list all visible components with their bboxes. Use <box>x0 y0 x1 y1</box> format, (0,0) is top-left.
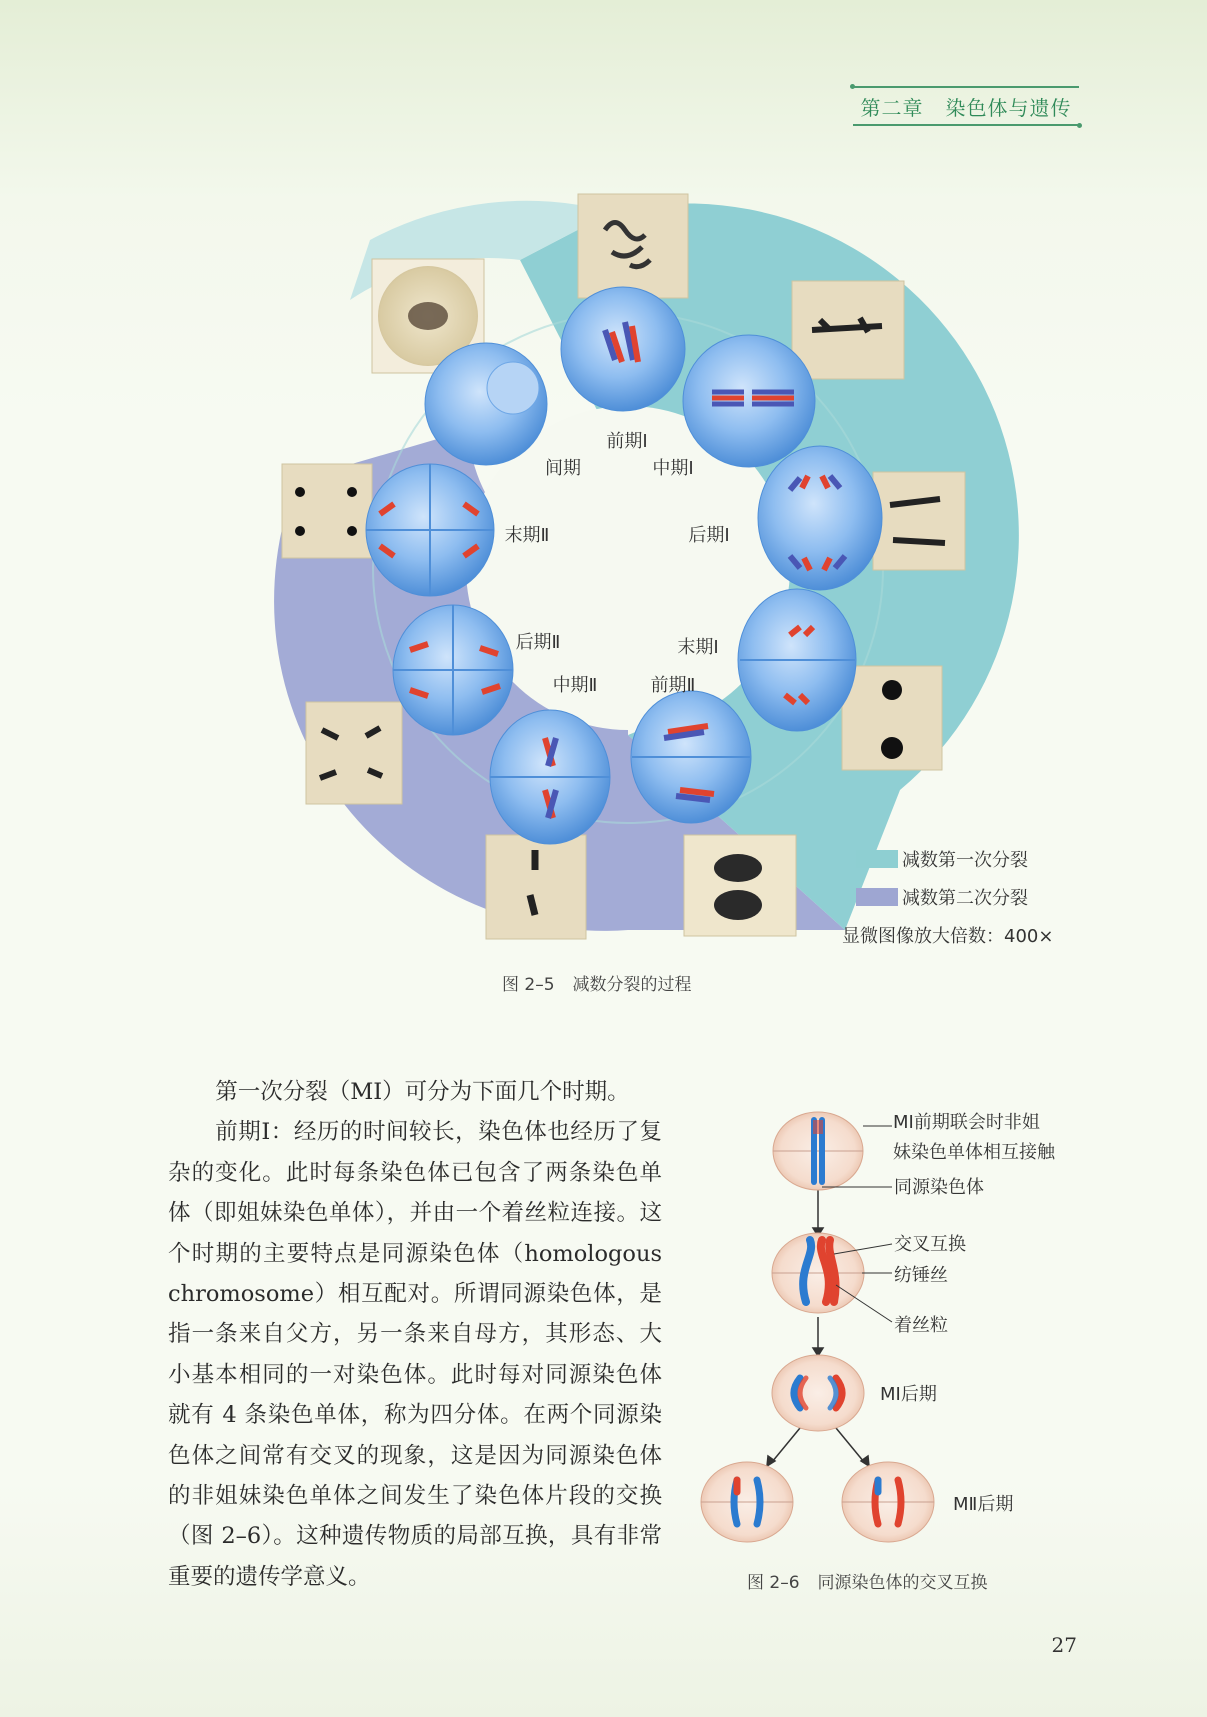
crossover-labels <box>880 1112 1056 1515</box>
legend-first-division: 减数第一次分裂 <box>902 850 1028 871</box>
cell-metaphase2 <box>490 710 610 844</box>
label-homologous: 同源染色体 <box>894 1177 984 1198</box>
micrograph-prophase1 <box>578 194 688 298</box>
micrograph-prophase2 <box>684 835 796 936</box>
cell-telophase2 <box>366 464 494 596</box>
chapter-number: 第二章 <box>860 95 924 120</box>
cell-anaphase1 <box>758 446 882 590</box>
cell-prophase2 <box>631 691 751 823</box>
label-synapsis-line1: MⅠ前期联会时非姐 <box>893 1112 1040 1133</box>
legend-swatch-first <box>856 850 898 868</box>
cell-anaphase2 <box>393 605 513 735</box>
cell-anaphase1-diagram <box>772 1355 864 1431</box>
figure-2-5-caption <box>502 970 692 995</box>
legend <box>842 850 1053 947</box>
label-spindle: 纺锤丝 <box>894 1265 948 1286</box>
figure-2-5-number: 图 2–5 <box>502 975 555 995</box>
label-anaphase1: 后期Ⅰ <box>688 525 730 546</box>
label-synapsis-line2: 妹染色单体相互接触 <box>893 1142 1055 1163</box>
paragraph-1: 第一次分裂（MⅠ）可分为下面几个时期。 <box>215 1079 630 1105</box>
label-telophase1: 末期Ⅰ <box>677 637 719 658</box>
page-number: 27 <box>1051 1633 1077 1657</box>
label-prophase2: 前期Ⅱ <box>650 675 696 696</box>
cell-prophase1 <box>561 287 685 411</box>
crossover-figure <box>690 1100 1090 1530</box>
body-text <box>168 1072 662 1597</box>
label-prophase1: 前期Ⅰ <box>606 431 648 452</box>
cell-anaphase2-left <box>701 1462 793 1542</box>
label-anaphase2: MⅡ后期 <box>953 1494 1014 1515</box>
paragraph-2: 前期Ⅰ：经历的时间较长，染色体也经历了复杂的变化。此时每条染色体已包含了两条染色单体（即姐妹染色单体），并由一个着丝粒连接。这个时期的主要特点是同源染色体（homologous chromosome）相互配对。所谓同源染色体，是指一条来自父方，另一条来自母方，其形态、大小基本相同的一对染色体。此时每对同源染色体就有 4 条染色单体，称为四分体。在两个同源染色体之间常有交叉的现象，这是因为同源染色体的非姐妹染色单体之间发生了染色体片段的交换（图 2–6）。这种遗传物质的局部互换，具有非常重要的遗传学意义。 <box>168 1119 662 1590</box>
cell-crossover <box>772 1233 892 1322</box>
label-crossover: 交叉互换 <box>894 1234 966 1255</box>
label-metaphase1: 中期Ⅰ <box>652 458 694 479</box>
chapter-header <box>853 86 1079 126</box>
label-metaphase2: 中期Ⅱ <box>552 675 598 696</box>
cell-anaphase2-right <box>842 1462 934 1542</box>
legend-magnification: 显微图像放大倍数：400× <box>842 926 1054 947</box>
micrograph-metaphase2 <box>486 835 586 939</box>
cell-synapsis <box>773 1112 892 1190</box>
figure-2-6-title: 同源染色体的交叉互换 <box>817 1573 988 1593</box>
figure-2-6-caption <box>747 1568 988 1593</box>
label-centromere: 着丝粒 <box>894 1315 948 1336</box>
cell-interphase <box>425 343 547 465</box>
legend-swatch-second <box>856 888 898 906</box>
label-interphase: 间期 <box>545 458 581 479</box>
meiosis-cycle-figure <box>270 188 1054 956</box>
micrograph-telophase1 <box>842 666 942 770</box>
micrograph-metaphase1 <box>792 281 904 379</box>
micrograph-anaphase1 <box>873 472 965 570</box>
cell-telophase1 <box>738 589 856 731</box>
cell-metaphase1 <box>683 335 815 467</box>
label-anaphase2: 后期Ⅱ <box>515 632 561 653</box>
label-telophase2: 末期Ⅱ <box>504 525 550 546</box>
figure-2-5-title: 减数分裂的过程 <box>572 975 692 995</box>
chapter-title: 染色体与遗传 <box>945 95 1072 120</box>
label-anaphase1: MⅠ后期 <box>880 1384 937 1405</box>
figure-2-6-number: 图 2–6 <box>747 1573 800 1593</box>
micrograph-anaphase2 <box>306 702 402 804</box>
legend-second-division: 减数第二次分裂 <box>902 888 1028 909</box>
micrograph-telophase2 <box>282 464 372 558</box>
